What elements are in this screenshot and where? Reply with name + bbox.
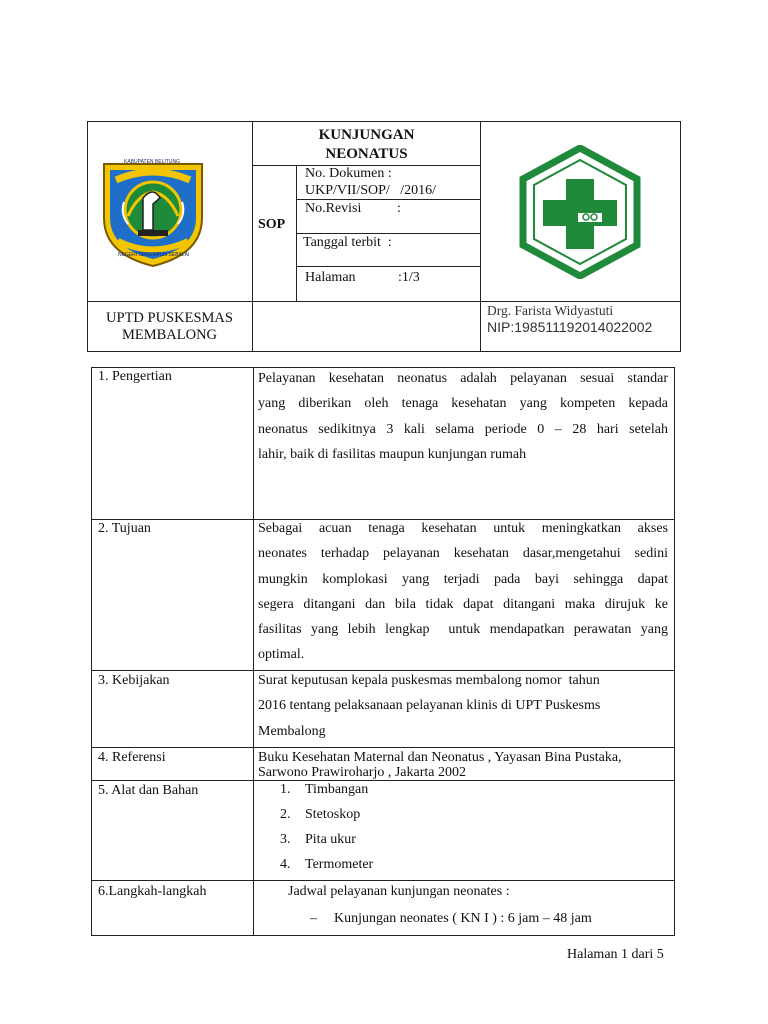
body-line: yang diberikan oleh tenaga kesehatan yang kompeten kepada	[258, 396, 668, 412]
emblem-text-top: KABUPATEN BELITUNG	[124, 159, 180, 165]
tanggal-terbit-label: Tanggal terbit :	[303, 235, 392, 250]
page-number-footer: Halaman 1 dari 5	[567, 947, 664, 962]
referensi-line: Sarwono Prawiroharjo , Jakarta 2002	[258, 765, 467, 780]
puskesmas-green-cross-logo-icon	[519, 145, 641, 279]
signer-nip: NIP:198511192014022002	[487, 319, 653, 335]
section-body-pengertian	[258, 366, 668, 467]
emblem-text-bottom: NEGERI SERUMPUN SEBALAI	[118, 252, 190, 258]
list-item	[280, 857, 660, 882]
section-body-kebijakan	[258, 668, 668, 744]
body-line: optimal.	[258, 647, 305, 663]
list-text: Termometer	[305, 857, 374, 872]
body-line: Pelayanan kesehatan neonatus adalah pelayanan sesuai standar	[258, 371, 668, 386]
bullet-dash-icon: –	[310, 911, 317, 926]
no-dokumen-label: No. Dokumen :	[305, 166, 392, 181]
body-line: neonatus sedikitnya 3 kali selama periode 0 – 28 hari setelah	[258, 421, 668, 437]
org-name-line2: MEMBALONG	[121, 327, 218, 343]
section-label-referensi: 4. Referensi	[98, 750, 166, 765]
body-line: Membalong	[258, 723, 326, 739]
sop-label: SOP	[258, 217, 286, 232]
no-revisi-colon: :	[397, 201, 401, 216]
body-line: fasilitas yang lebih lengkap untuk mendapatkan perawatan yang	[258, 622, 668, 638]
no-dokumen-value: UKP/VII/SOP/ /2016/	[305, 183, 437, 198]
list-number: 4.	[280, 857, 291, 872]
body-line: Surat keputusan kepala puskesmas membalong nomor tahun	[258, 673, 600, 688]
list-text: Pita ukur	[305, 832, 356, 847]
list-item	[280, 832, 660, 857]
body-line: 2016 tentang pelaksanaan pelayanan klinis di UPT Puskesms	[258, 698, 601, 714]
halaman-label: Halaman	[305, 270, 356, 285]
section-body-tujuan	[258, 516, 668, 668]
list-number: 2.	[280, 807, 291, 822]
list-number: 1.	[280, 782, 291, 797]
section-label-alat-dan-bahan: 5. Alat dan Bahan	[98, 783, 199, 798]
langkah-bullet: Kunjungan neonates ( KN I ) : 6 jam – 48 jam	[334, 911, 592, 926]
body-line: lahir, baik di fasilitas maupun kunjungan rumah	[258, 446, 527, 462]
body-line: neonates terhadap pelayanan kesehatan dasar,mengetahui sedini	[258, 546, 668, 562]
referensi-line: Buku Kesehatan Maternal dan Neonatus , Yayasan Bina Pustaka,	[258, 750, 622, 765]
langkah-intro: Jadwal pelayanan kunjungan neonates :	[288, 884, 510, 899]
no-revisi-label: No.Revisi	[305, 201, 362, 216]
list-text: Timbangan	[305, 782, 369, 797]
section-label-pengertian: 1. Pengertian	[98, 369, 172, 384]
body-line: mungkin komplokasi yang terjadi pada bayi sehingga dapat	[258, 571, 668, 587]
org-name-line1: UPTD PUSKESMAS	[106, 310, 233, 326]
halaman-value: :1/3	[398, 270, 420, 285]
document-title-line2: NEONATUS	[325, 146, 408, 162]
list-item	[280, 782, 660, 807]
body-line: segera ditangani dan bila tidak dapat ditangani maka dirujuk ke	[258, 596, 668, 612]
document-title-line1: KUNJUNGAN	[318, 127, 415, 143]
section-label-tujuan: 2. Tujuan	[98, 521, 151, 536]
list-text: Stetoskop	[305, 807, 361, 822]
section-label-langkah-langkah: 6.Langkah-langkah	[98, 884, 207, 899]
alat-list	[280, 782, 660, 882]
list-item	[280, 807, 660, 832]
body-line: Sebagai acuan tenaga kesehatan untuk meningkatkan akses	[258, 521, 668, 536]
section-label-kebijakan: 3. Kebijakan	[98, 673, 170, 688]
signer-name: Drg. Farista Widyastuti	[487, 303, 614, 318]
list-number: 3.	[280, 832, 291, 847]
